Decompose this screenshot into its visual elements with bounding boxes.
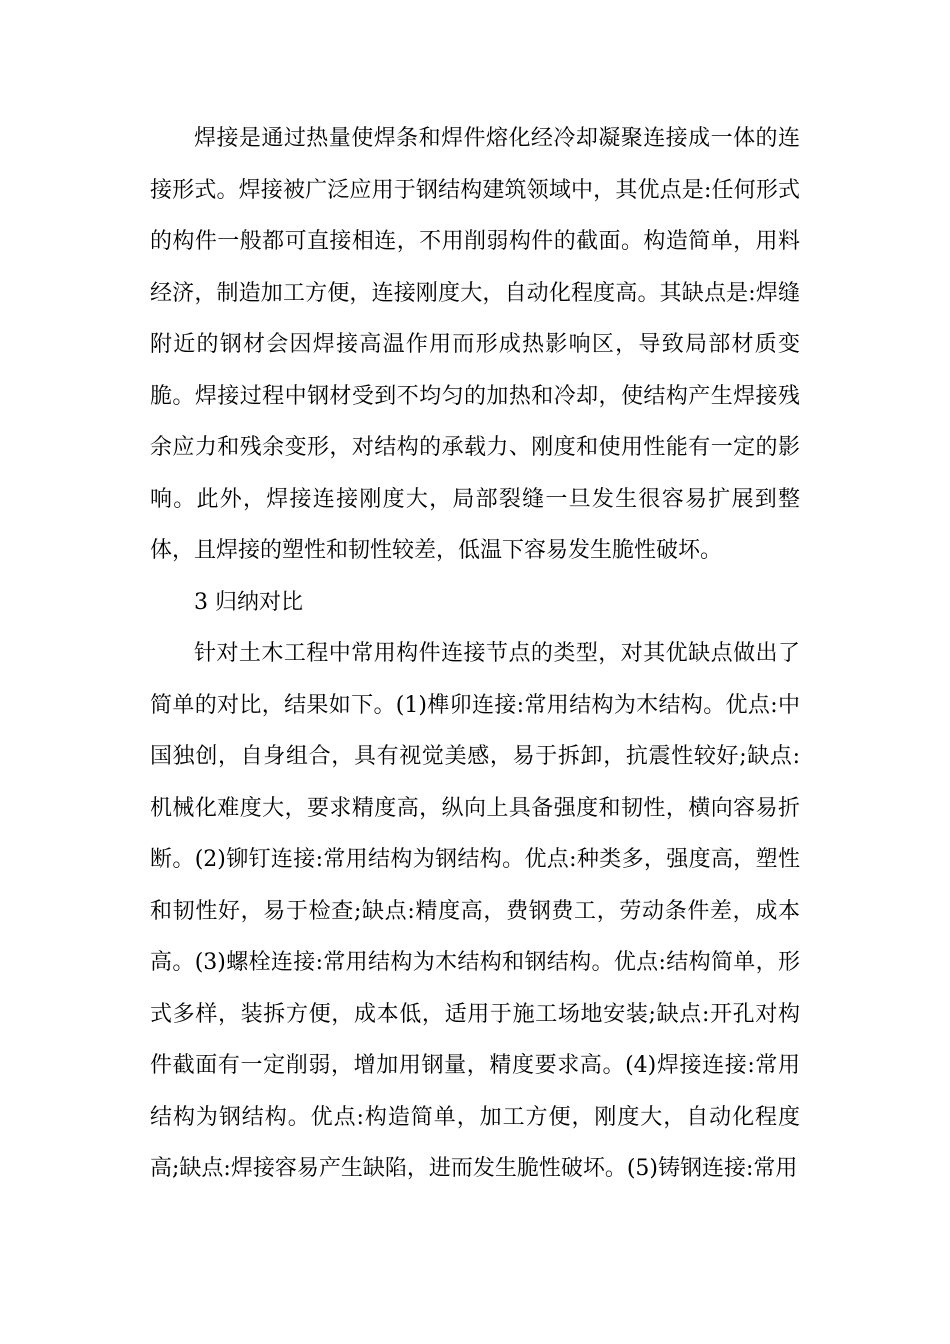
paragraph-welding: 焊接是通过热量使焊条和焊件熔化经冷却凝聚连接成一体的连接形式。焊接被广泛应用于钢结构建筑领域中，其优点是:任何形式的构件一般都可直接相连，不用削弱构件的截面。构造简单，用料经济，制造加工方便，连接刚度大，自动化程度高。其缺点是:焊缝附近的钢材会因焊接高温作用而形成热影响区，导致局部材质变脆。焊接过程中钢材受到不均匀的加热和冷却，使结构产生焊接残余应力和残余变形，对结构的承载力、刚度和使用性能有一定的影响。此外，焊接连接刚度大，局部裂缝一旦发生很容易扩展到整体，且焊接的塑性和韧性较差，低温下容易发生脆性破坏。: [150, 126, 800, 563]
section-heading: 3 归纳对比: [194, 589, 303, 615]
document-body: [150, 113, 800, 1195]
paragraph-comparison: 针对土木工程中常用构件连接节点的类型，对其优缺点做出了简单的对比，结果如下。(1)榫卯连接:常用结构为木结构。优点:中国独创，自身组合，具有视觉美感，易于拆卸，抗震性较好;缺点:机械化难度大，要求精度高，纵向上具备强度和韧性，横向容易折断。(2)铆钉连接:常用结构为钢结构。优点:种类多，强度高，塑性和韧性好，易于检查;缺点:精度高，费钢费工，劳动条件差，成本高。(3)螺栓连接:常用结构为木结构和钢结构。优点:结构简单，形式多样，装拆方便，成本低，适用于施工场地安装;缺点:开孔对构件截面有一定削弱，增加用钢量，精度要求高。(4)焊接连接:常用结构为钢结构。优点:构造简单，加工方便，刚度大，自动化程度高;缺点:焊接容易产生缺陷，进而发生脆性破坏。(5)铸钢连接:常用: [150, 641, 800, 1181]
